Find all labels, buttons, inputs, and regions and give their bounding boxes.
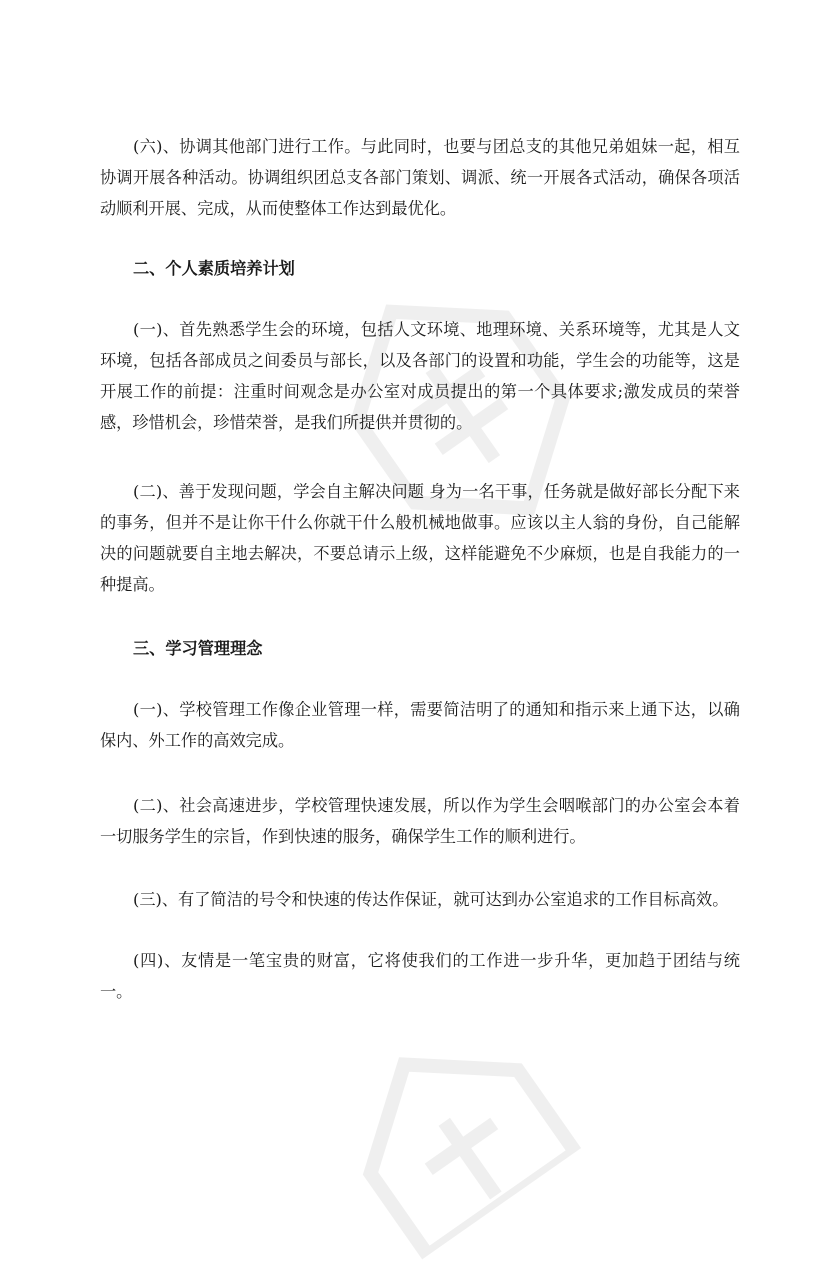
paragraph-coordinate-departments: (六)、协调其他部门进行工作。与此同时，也要与团总支的其他兄弟姐妹一起，相互协调开展各种活动。协调组织团总支各部门策划、调派、统一开展各式活动，确保各项活动顺利开展、完成，从而使整体工作达到最优化。 — [100, 137, 740, 218]
paragraph-school-management: (一)、学校管理工作像企业管理一样，需要简洁明了的通知和指示来上通下达，以确保内、外工作的高效完成。 — [100, 700, 740, 750]
paragraph-friendship: (四)、友情是一笔宝贵的财富，它将使我们的工作进一步升华，更加趋于团结与统一。 — [100, 951, 740, 1001]
section-heading-management-concepts: 三、学习管理理念 — [133, 639, 263, 658]
paragraph-concise-orders: (三)、有了简洁的号令和快速的传达作保证，就可达到办公室追求的工作目标高效。 — [133, 890, 729, 909]
paragraph-familiarize-environment: (一)、首先熟悉学生会的环境，包括人文环境、地理环境、关系环境等，尤其是人文环境，包括各部成员之间委员与部长，以及各部门的设置和功能，学生会的功能等，这是开展工作的前提：注重时间观念是办公室对成员提出的第一个具体要求;激发成员的荣誉感，珍惜机会，珍惜荣誉，是我们所提供并贯彻的。 — [100, 320, 740, 432]
section-heading-personal-quality: 二、个人素质培养计划 — [133, 259, 295, 278]
paragraph-social-progress: (二)、社会高速进步，学校管理快速发展，所以作为学生会咽喉部门的办公室会本着一切服务学生的宗旨，作到快速的服务，确保学生工作的顺利进行。 — [100, 796, 740, 846]
paragraph-discover-problems: (二)、善于发现问题，学会自主解决问题 身为一名干事，任务就是做好部长分配下来的事务，但并不是让你干什么你就干什么般机械地做事。应该以主人翁的身份，自己能解决的问题就要自主地去解决，不要总请示上级，这样能避免不少麻烦，也是自我能力的一种提高。 — [100, 482, 740, 594]
